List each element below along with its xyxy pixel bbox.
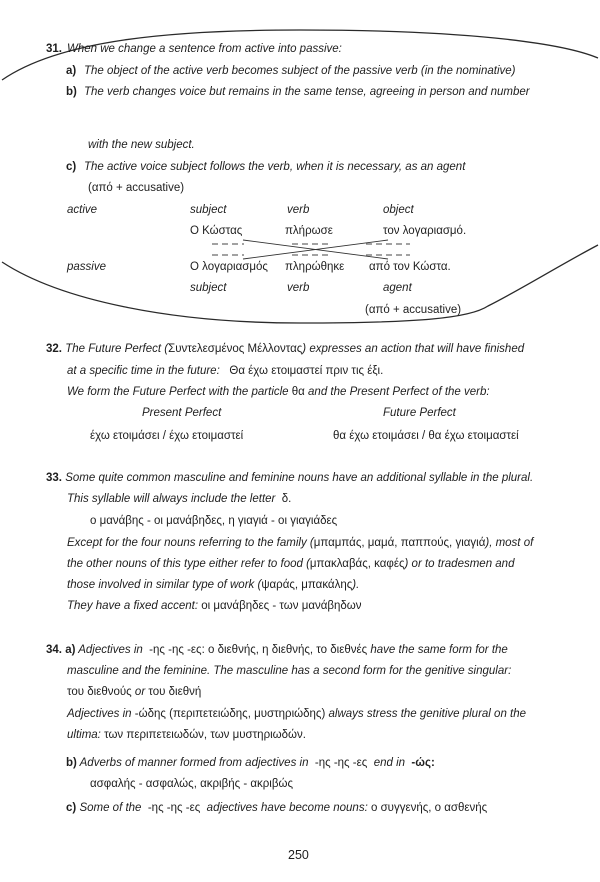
paragraph-line: 33. Some quite common masculine and feminine nouns have an additional syllable in the plural.: [46, 472, 534, 484]
item-text: The verb changes voice but remains in the same tense, agreeing in person and number: [84, 86, 530, 98]
paragraph-line: Except for the four nouns referring to the family (μπαμπάς, μαμά, παππούς, γιαγιά), most of: [67, 537, 534, 549]
row-label-active: active: [67, 204, 98, 216]
paragraph-line: They have a fixed accent: οι μανάβηδες - των μανάβηδων: [67, 600, 362, 612]
active-verb: πλήρωσε: [285, 225, 333, 237]
paragraph-line: masculine and the feminine. The masculine has a second form for the genitive singular:: [67, 665, 512, 677]
item-marker: a): [65, 644, 76, 656]
paragraph-line: the other nouns of this type either refer to food (μπακλαβάς, καφές) or to tradesmen and: [67, 558, 515, 570]
item-marker: b): [66, 757, 77, 769]
paragraph-line: του διεθνούς or του διεθνή: [67, 686, 202, 698]
paragraph-line: We form the Future Perfect with the particle θα and the Present Perfect of the verb:: [67, 386, 490, 398]
item-marker: c): [66, 161, 77, 173]
paragraph-line: c) Some of the -ης -ης -ες adjectives have become nouns: ο συγγενής, ο ασθενής: [66, 802, 488, 814]
example-line: ασφαλής - ασφαλώς, ακριβής - ακριβώς: [90, 778, 293, 790]
passive-subject: Ο λογαριασμός: [190, 261, 268, 273]
paragraph-line: at a specific time in the future: Θα έχω ετοιμαστεί πριν τις έξι.: [67, 365, 384, 377]
present-perfect-forms: έχω ετοιμάσει / έχω ετοιμαστεί: [90, 430, 244, 442]
footer-subject: subject: [190, 282, 227, 294]
section-number: 32.: [46, 343, 62, 355]
item-text: The active voice subject follows the verb, when it is necessary, as an agent: [84, 161, 466, 173]
footer-parenthetical: (από + accusative): [365, 304, 462, 316]
page-number: 250: [288, 848, 309, 862]
column-header-verb: verb: [287, 204, 310, 216]
crossing-arrows: [243, 240, 388, 259]
active-subject: Ο Κώστας: [190, 225, 243, 237]
passive-verb: πληρώθηκε: [285, 261, 345, 273]
item-text-continued: with the new subject.: [88, 139, 195, 151]
active-object: τον λογαριασμό.: [383, 225, 467, 237]
item-marker: c): [66, 802, 77, 814]
paragraph-line: This syllable will always include the letter δ.: [67, 493, 292, 505]
future-perfect-forms: θα έχω ετοιμάσει / θα έχω ετοιμαστεί: [333, 430, 519, 442]
paragraph-line: ultima: των περιπετειωδών, των μυστηριωδών.: [67, 729, 306, 741]
paragraph-line: 34. a) Adjectives in -ης -ης -ες: ο διεθνής, η διεθνής, το διεθνές have the same form for the: [46, 644, 508, 656]
section-number: 33.: [46, 472, 62, 484]
footer-verb: verb: [287, 282, 310, 294]
item-text: The object of the active verb becomes subject of the passive verb (in the nominative): [84, 65, 516, 77]
row-label-passive: passive: [67, 261, 106, 273]
future-perfect-label: Future Perfect: [383, 407, 456, 419]
paragraph-line: b) Adverbs of manner formed from adjectives in -ης -ης -ες end in -ώς:: [66, 757, 435, 769]
paragraph-line: 32. The Future Perfect (Συντελεσμένος Μέλλοντας) expresses an action that will have finished: [46, 343, 525, 355]
paragraph-line: Adjectives in -ώδης (περιπετειώδης, μυστηριώδης) always stress the genitive plural on the: [67, 708, 527, 720]
section-number: 31.: [46, 43, 62, 55]
column-header-subject: subject: [190, 204, 227, 216]
example-line: ο μανάβης - οι μανάβηδες, η γιαγιά - οι γιαγιάδες: [90, 515, 338, 527]
paragraph-line: those involved in similar type of work (ψαράς, μπακάλης).: [67, 579, 360, 591]
column-header-object: object: [383, 204, 414, 216]
item-parenthetical: (από + accusative): [88, 182, 185, 194]
section-number: 34.: [46, 644, 62, 656]
section-heading: When we change a sentence from active into passive:: [67, 43, 342, 55]
item-marker: a): [66, 65, 77, 77]
item-marker: b): [66, 86, 77, 98]
present-perfect-label: Present Perfect: [142, 407, 222, 419]
footer-agent: agent: [383, 282, 412, 294]
passive-agent: από τον Κώστα.: [369, 261, 451, 273]
